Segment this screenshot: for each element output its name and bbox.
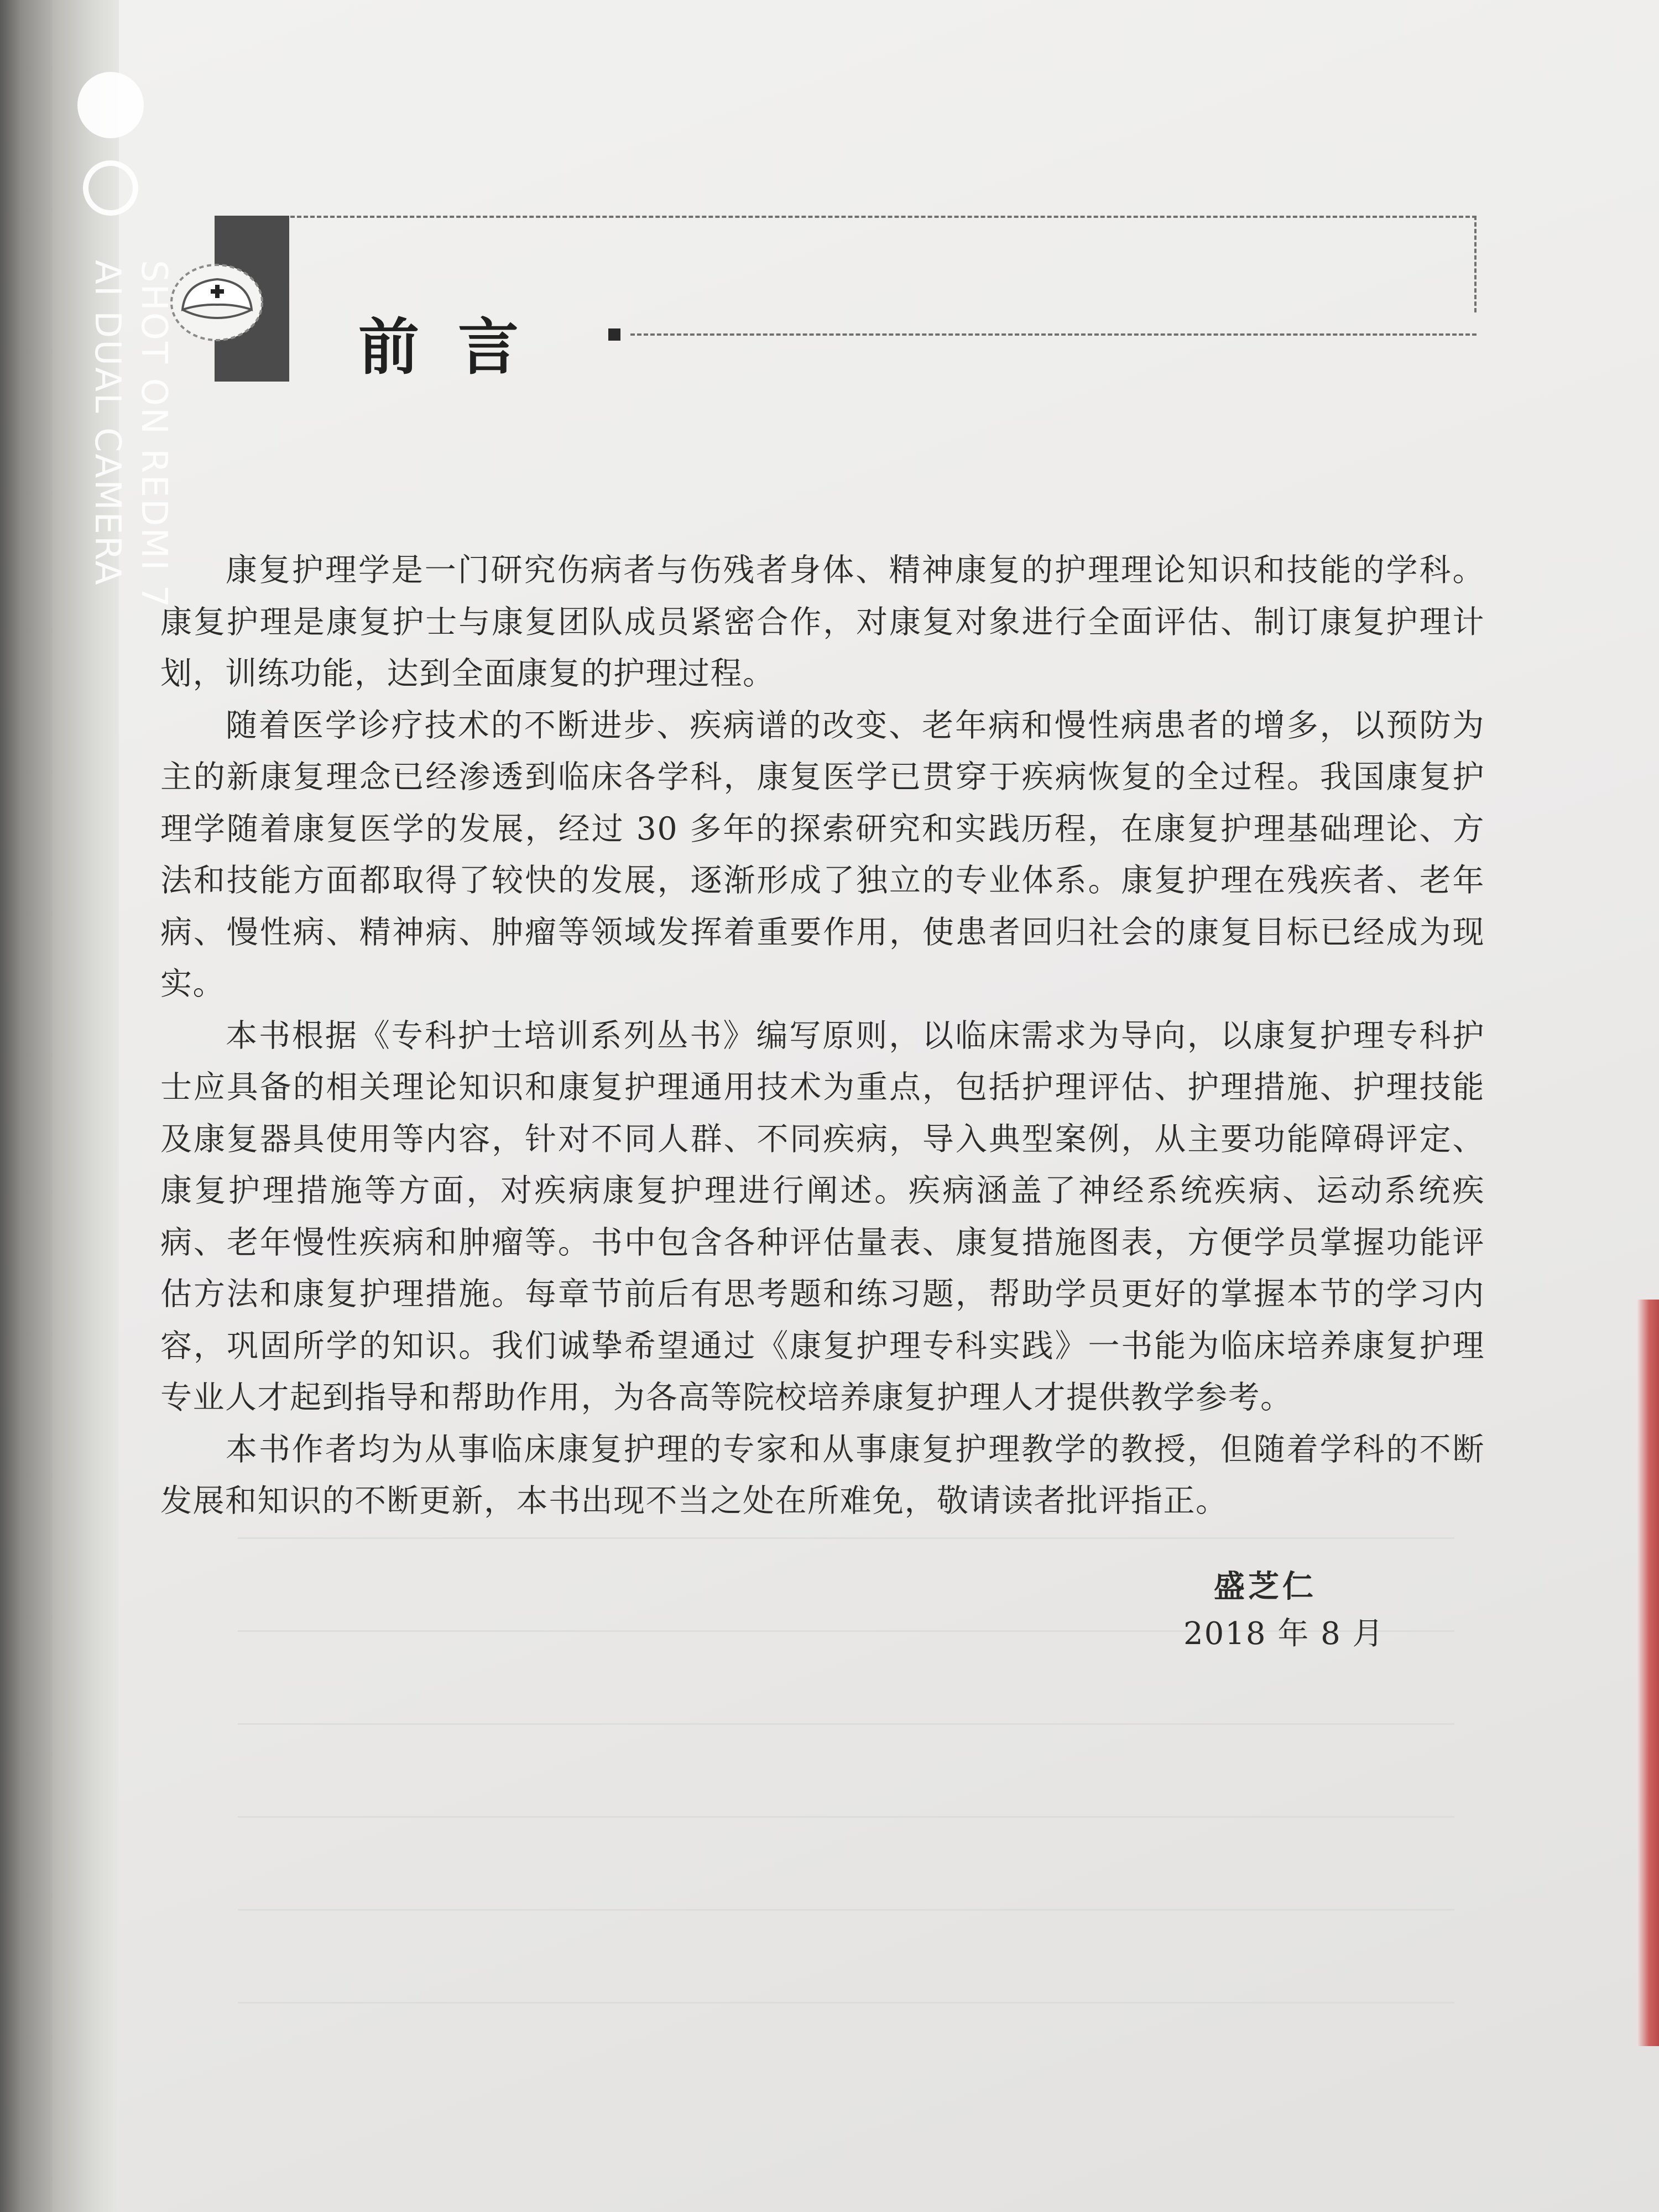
filled-dot-icon (77, 72, 144, 138)
page-title: 前言 (358, 312, 557, 383)
watermark-line: AI DUAL CAMERA (87, 260, 128, 587)
signature-date: 2018 年 8 月 (1183, 1616, 1385, 1652)
watermark-line: SHOT ON REDMI 7 (133, 260, 174, 609)
heading-dashed-frame (290, 216, 1477, 312)
adjacent-page-edge (1637, 1300, 1659, 2046)
paragraph: 随着医学诊疗技术的不断进步、疾病谱的改变、老年病和慢性病患者的增多，以预防为主的新康复理念已经渗透到临床各学科，康复医学已贯穿于疾病恢复的全过程。我国康复护理学随着康复医学的发展，经过 30 多年的探索研究和实践历程，在康复护理基础理论、方法和技能方面都取得了较快的发展，逐渐形成了独立的专业体系。康复护理在残疾者、老年病、慢性病、精神病、肿瘤等领域发挥着重要作用，使患者回归社会的康复目标已经成为现实。 (160, 707, 1485, 1002)
paragraph: 康复护理学是一门研究伤病者与伤残者身体、精神康复的护理理论知识和技能的学科。康复护理是康复护士与康复团队成员紧密合作，对康复对象进行全面评估、制订康复护理计划，训练功能，达到全面康复的护理过程。 (160, 552, 1485, 692)
author-signature: 盛芝仁 (1214, 1569, 1317, 1605)
paragraph: 本书作者均为从事临床康复护理的专家和从事康复护理教学的教授，但随着学科的不断发展和知识的不断更新，本书出现不当之处在所难免，敬请读者批评指正。 (160, 1431, 1485, 1519)
paragraph: 本书根据《专科护士培训系列丛书》编写原则，以临床需求为导向，以康复护理专科护士应具备的相关理论知识和康复护理通用技术为重点，包括护理评估、护理措施、护理技能及康复器具使用等内容，针对不同人群、不同疾病，导入典型案例，从主要功能障碍评定、康复护理措施等方面，对疾病康复护理进行阐述。疾病涵盖了神经系统疾病、运动系统疾病、老年慢性疾病和肿瘤等。书中包含各种评估量表、康复措施图表，方便学员掌握功能评估方法和康复护理措施。每章节前后有思考题和练习题，帮助学员更好的掌握本节的学习内容，巩固所学的知识。我们诚挚希望通过《康复护理专科实践》一书能为临床培养康复护理专业人才起到指导和帮助作用，为各高等院校培养康复护理人才提供教学参考。 (160, 1017, 1485, 1416)
nurse-cap-icon (169, 257, 265, 343)
heading-bullet (608, 328, 620, 341)
camera-watermark (84, 260, 177, 609)
book-spine (0, 0, 53, 2212)
ring-dot-icon (83, 160, 138, 216)
preface-body (160, 545, 1485, 1527)
heading-dashed-line (630, 333, 1477, 336)
